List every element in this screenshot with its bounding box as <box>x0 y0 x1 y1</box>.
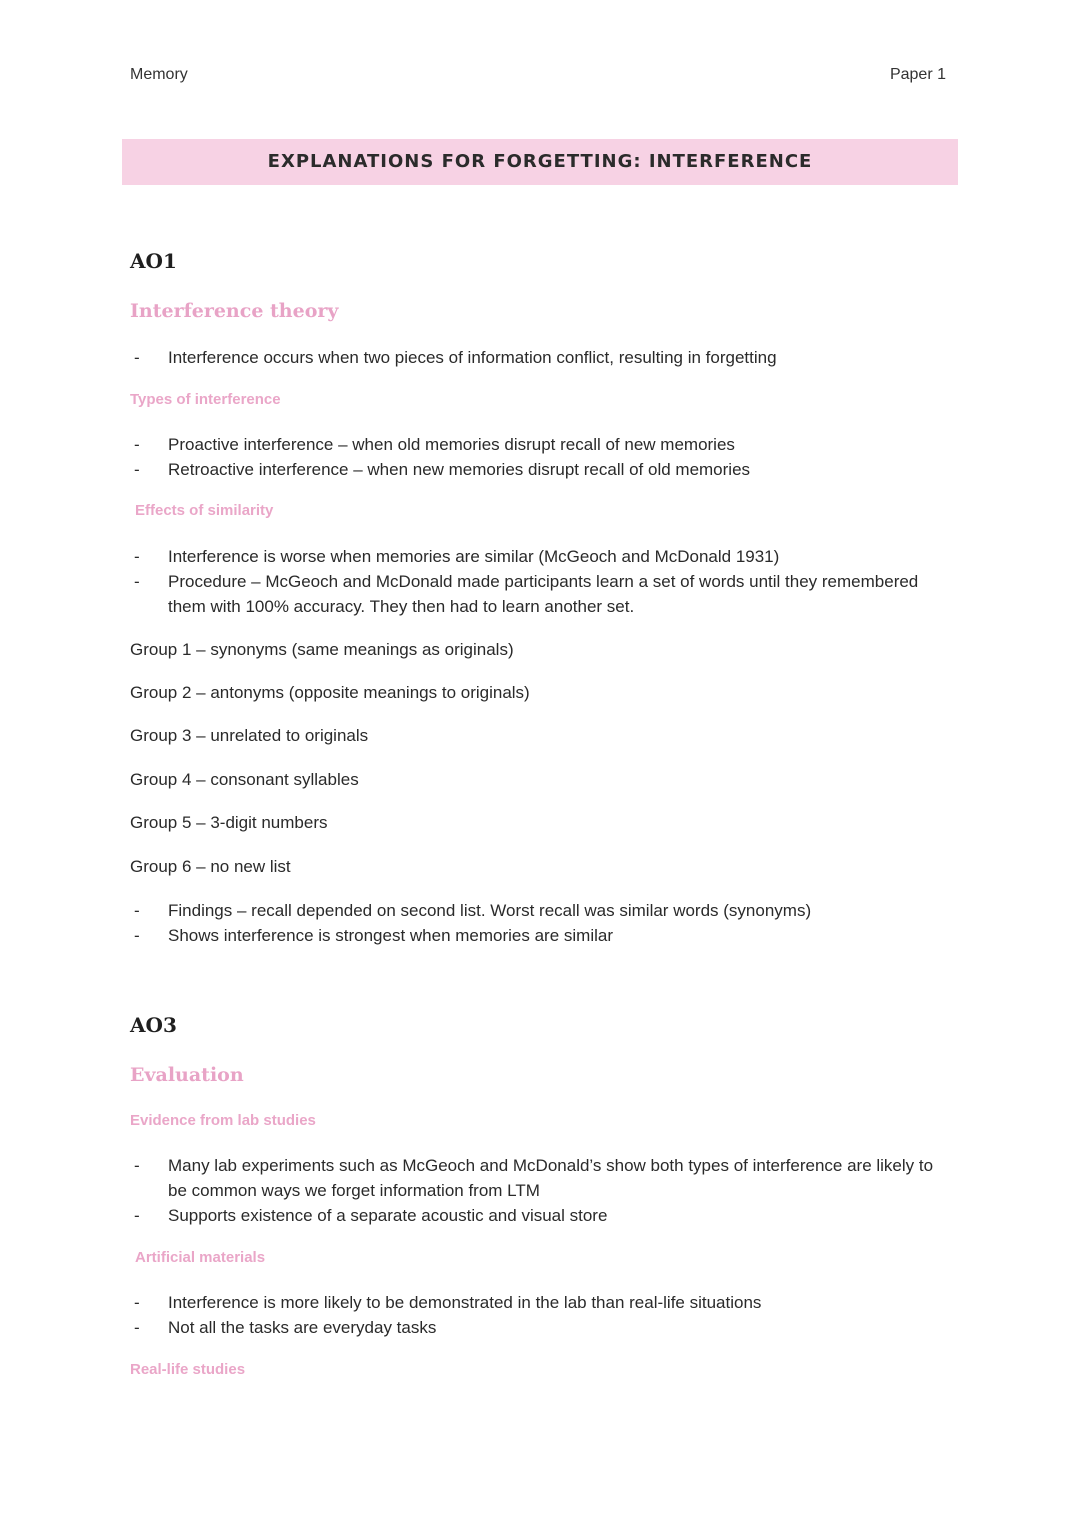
bullet-dash: - <box>134 348 140 367</box>
group-line: Group 6 – no new list <box>130 857 291 876</box>
bullet-text: Interference is worse when memories are similar (McGeoch and McDonald 1931) <box>168 547 780 566</box>
bullet-dash: - <box>134 435 140 454</box>
bullet-dash: - <box>134 1318 140 1337</box>
page-title: EXPLANATIONS FOR FORGETTING: INTERFERENCE <box>267 151 813 172</box>
bullet-dash: - <box>134 547 140 566</box>
header-right-text: Paper 1 <box>889 66 946 83</box>
header-left-text: Memory <box>130 66 188 83</box>
bullet-text: Findings – recall depended on second list. Worst recall was similar words (synonyms) <box>168 901 812 920</box>
real-life-studies-heading: Real-life studies <box>130 1361 246 1378</box>
bullet-text: Many lab experiments such as McGeoch and McDonald’s show both types of interference are likely to be common ways we forget information from LTM <box>168 1156 934 1200</box>
group-line: Group 2 – antonyms (opposite meanings to originals) <box>130 683 530 702</box>
group-line: Group 1 – synonyms (same meanings as originals) <box>130 640 514 659</box>
bullet-text: Interference occurs when two pieces of information conflict, resulting in forgetting <box>168 348 777 367</box>
bullet-item <box>130 544 950 569</box>
artificial-materials-heading: Artificial materials <box>135 1249 266 1266</box>
bullet-item <box>130 345 950 370</box>
group-line: Group 5 – 3-digit numbers <box>130 813 328 832</box>
bullet-item <box>130 569 950 619</box>
evidence-from-lab-studies-heading: Evidence from lab studies <box>130 1112 316 1129</box>
bullet-item <box>130 1290 950 1315</box>
bullet-text: Supports existence of a separate acoustic and visual store <box>168 1206 608 1225</box>
types-of-interference-heading: Types of interference <box>130 391 281 408</box>
bullet-text: Retroactive interference – when new memories disrupt recall of old memories <box>168 460 751 479</box>
artificial-bullet-list <box>130 1290 950 1340</box>
bullet-item <box>130 457 950 482</box>
bullet-dash: - <box>134 901 140 920</box>
bullet-text: Proactive interference – when old memories disrupt recall of new memories <box>168 435 735 454</box>
bullet-text: Shows interference is strongest when memories are similar <box>168 926 614 945</box>
theory-bullet-list <box>130 345 950 370</box>
bullet-dash: - <box>134 1293 140 1312</box>
types-bullet-list <box>130 432 950 482</box>
bullet-item <box>130 1315 950 1340</box>
bullet-item <box>130 898 950 923</box>
group-line: Group 4 – consonant syllables <box>130 770 359 789</box>
bullet-item <box>130 1153 950 1203</box>
ao1-label: AO1 <box>130 249 177 273</box>
title-banner <box>122 139 958 185</box>
group-line: Group 3 – unrelated to originals <box>130 726 369 745</box>
bullet-item <box>130 1203 950 1228</box>
bullet-dash: - <box>134 572 140 591</box>
bullet-dash: - <box>134 926 140 945</box>
bullet-item <box>130 923 950 948</box>
bullet-item <box>130 432 950 457</box>
findings-bullet-list <box>130 898 950 948</box>
evaluation-heading: Evaluation <box>130 1064 244 1086</box>
bullet-text: Not all the tasks are everyday tasks <box>168 1318 437 1337</box>
similarity-bullet-list <box>130 544 950 619</box>
effects-of-similarity-heading: Effects of similarity <box>135 502 274 519</box>
bullet-dash: - <box>134 1156 140 1175</box>
bullet-dash: - <box>134 1206 140 1225</box>
ao3-label: AO3 <box>130 1013 177 1037</box>
bullet-text: Interference is more likely to be demonstrated in the lab than real-life situations <box>168 1293 762 1312</box>
bullet-dash: - <box>134 460 140 479</box>
interference-theory-heading: Interference theory <box>130 300 339 322</box>
bullet-text: Procedure – McGeoch and McDonald made participants learn a set of words until they remembered them with 100% accuracy. They then had to learn another set. <box>168 572 919 616</box>
lab-bullet-list <box>130 1153 950 1228</box>
